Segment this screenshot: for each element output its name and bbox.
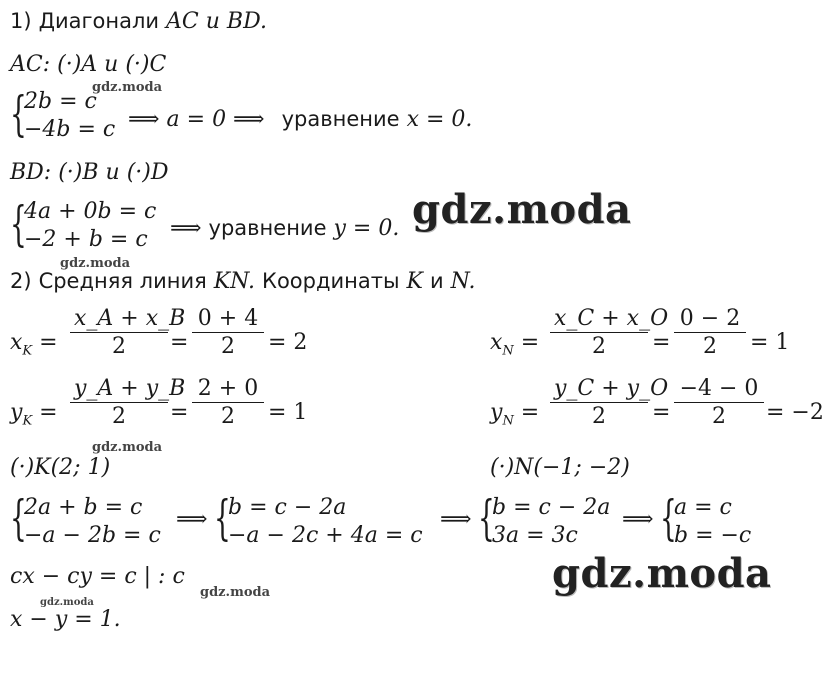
bd-result-eq: y = 0.: [333, 216, 400, 241]
brace: {: [10, 196, 27, 252]
xk-result: = 2: [268, 330, 308, 355]
ac-result: [128, 106, 472, 133]
xn-result: = 1: [750, 330, 790, 355]
point-k: (·)K(2; 1): [10, 455, 111, 480]
final-system-2: { b = c − 2a −a − 2c + 4a = c: [214, 490, 423, 548]
bd-system-eq1: 4a + 0b = c: [24, 199, 157, 224]
xk-lhs: $x_K$ =: [10, 330, 58, 359]
bd-result-math: ⟹: [170, 216, 202, 241]
final-system-1: { 2a + b = c −a − 2b = c: [10, 490, 161, 548]
xn-lhs: $x_N$ =: [490, 330, 540, 359]
xn-frac2: 0 − 2 2: [674, 306, 746, 361]
part2-midline: KN.: [213, 269, 256, 294]
ac-result-text: уравнение: [281, 107, 400, 131]
brace: {: [10, 86, 27, 142]
watermark: gdz.moda: [40, 597, 94, 608]
yk-result: = 1: [268, 400, 308, 425]
yk-frac1: y_A + y_B 2: [70, 376, 168, 431]
bd-result-text: уравнение: [208, 216, 327, 240]
tail-line-2: x − y = 1.: [10, 607, 121, 632]
ac-result-eq: x = 0.: [406, 107, 473, 132]
bd-points-text: BD: (·)B и (·)D: [10, 160, 169, 185]
final-arrow-3: ⟹: [622, 507, 654, 532]
part1-diagonals: AC и BD.: [166, 9, 267, 34]
ac-result-math: ⟹ a = 0 ⟹: [128, 107, 265, 132]
bd-result: [170, 215, 399, 242]
watermark: gdz.moda: [412, 186, 632, 233]
part2-title: Средняя линия: [38, 269, 207, 293]
ac-points-text: AC: (·)A и (·)C: [10, 52, 167, 77]
solution-page: 1) Диагонали AC и BD. AC: (·)A и (·)C { 2b = c −4b = c ⟹ a = 0 ⟹ уравнение x = 0. BD: (·)B и (·)D { 4a + 0b = c −2 + b = c ⟹ уравнение y = 0. 2) Средняя линия KN. Координаты K и N. $x_K$ = x_A + x_B 2 = 0 + 4 2 = 2 $x_N$ = x_C + x_O 2 = 0 − 2 2 = 1 $y_K$ = y_A + y_B 2 = 2 + 0 2 = 1 $y_N$ = y_C + y_O 2 = −4 − 0 2 = −2 (·)K(2; 1) (·)N(−1; −2) { 2a + b = c −a − 2b = c ⟹ { b = c − 2a −a − 2c + 4a = c ⟹ { b = c − 2a 3a = 3c ⟹ { a = c b = −c cx − cy = c | : c x − y = 1. gdz.moda gdz.moda gdz.moda gdz.moda gdz.moda gdz.moda gdz.moda: [10, 9, 824, 632]
ac-system-eq1: 2b = c: [24, 89, 97, 114]
watermark: gdz.moda: [200, 585, 271, 600]
part1-heading: [10, 8, 267, 35]
point-n: (·)N(−1; −2): [490, 455, 630, 480]
watermark: gdz.moda: [60, 256, 131, 271]
part2-and: и: [429, 269, 444, 293]
yn-lhs: $y_N$ =: [490, 400, 540, 429]
part1-title: Диагонали: [38, 9, 160, 33]
part1-number: 1): [10, 9, 32, 33]
yn-frac1: y_C + y_O 2: [550, 376, 648, 431]
watermark: gdz.moda: [92, 440, 163, 455]
final-system-4: { a = c b = −c: [660, 490, 752, 548]
bd-system: [10, 198, 180, 254]
xk-frac1: x_A + x_B 2: [70, 306, 168, 361]
yk-frac2: 2 + 0 2: [192, 376, 264, 431]
yn-result: = −2: [766, 400, 824, 425]
final-system-3: { b = c − 2a 3a = 3c: [478, 490, 611, 548]
watermark: gdz.moda: [92, 80, 163, 95]
xn-frac1: x_C + x_O 2: [550, 306, 648, 361]
tail-line-1: cx − cy = c | : c: [10, 564, 185, 589]
yk-lhs: $y_K$ =: [10, 400, 58, 429]
bd-system-eq2: −2 + b = c: [24, 227, 148, 252]
part2-coords-label: Координаты: [262, 269, 400, 293]
ac-points: [10, 52, 166, 78]
xk-frac2: 0 + 4 2: [192, 306, 264, 361]
watermark: gdz.moda: [552, 550, 772, 597]
part2-n: N.: [450, 269, 476, 294]
part2-number: 2): [10, 269, 32, 293]
final-arrow-1: ⟹: [176, 507, 208, 532]
part2-k: K: [406, 269, 423, 294]
ac-system-eq2: −4b = c: [24, 117, 116, 142]
part2-heading: [10, 268, 475, 295]
yn-frac2: −4 − 0 2: [674, 376, 764, 431]
final-arrow-2: ⟹: [440, 507, 472, 532]
bd-points: [10, 160, 169, 186]
